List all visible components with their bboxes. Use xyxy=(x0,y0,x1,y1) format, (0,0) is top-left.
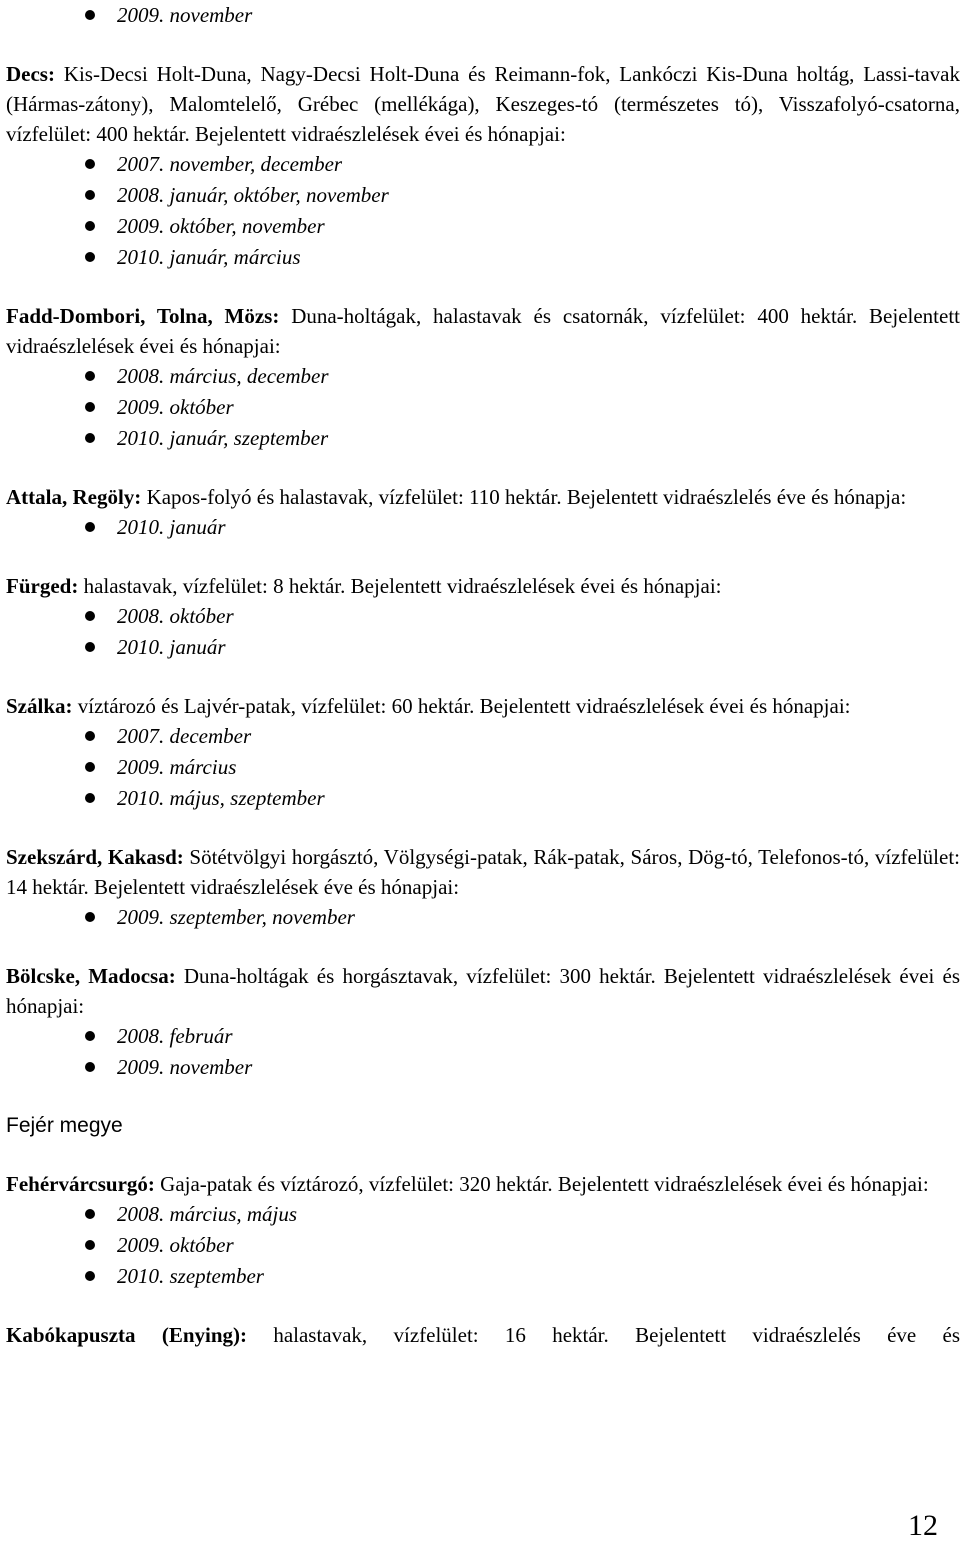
date-list xyxy=(6,149,960,273)
section-text: Kapos-folyó és halastavak, vízfelület: 110 hektár. Bejelentett vidraészlelés éve és hónapja: xyxy=(146,485,907,509)
top-date-list xyxy=(6,0,960,31)
date-item: 2009. október, november xyxy=(6,211,960,242)
date-item: 2009. október xyxy=(6,392,960,423)
section-attala xyxy=(6,482,960,543)
section-text: halastavak, vízfelület: 8 hektár. Bejelentett vidraészlelések évei és hónapjai: xyxy=(83,574,722,598)
date-list xyxy=(6,902,960,933)
date-item: 2008. március, december xyxy=(6,361,960,392)
page-number: 12 xyxy=(908,1509,938,1542)
document-page xyxy=(6,0,960,1350)
date-item: 2010. január, március xyxy=(6,242,960,273)
place-name: Szekszárd, Kakasd: xyxy=(6,845,184,869)
place-name: Fürged: xyxy=(6,574,79,598)
date-list xyxy=(6,1021,960,1083)
section-text: víztározó és Lajvér-patak, vízfelület: 60 hektár. Bejelentett vidraészlelések évei és hónapjai: xyxy=(77,694,851,718)
section-text: Duna-holtágak és horgásztavak, vízfelület: 300 hektár. Bejelentett vidraészlelések évei és hónapjai: xyxy=(6,964,960,1018)
date-item: 2010. január xyxy=(6,512,960,543)
place-name: Bölcske, Madocsa: xyxy=(6,964,176,988)
place-name: Kabókapuszta (Enying): xyxy=(6,1323,248,1347)
section-szekszard xyxy=(6,842,960,933)
section-szalka xyxy=(6,691,960,814)
section-text: Sötétvölgyi horgásztó, Völgységi-patak, Rák-patak, Sáros, Dög-tó, Telefonos-tó, vízfelület: 14 hektár. Bejelentett vidraészlelések éve és hónapjai: xyxy=(6,845,960,899)
county-heading: Fejér megye xyxy=(6,1114,123,1137)
place-name: Fehérvárcsurgó: xyxy=(6,1172,155,1196)
date-item: 2009. november xyxy=(6,0,960,31)
section-fadd-dombori xyxy=(6,301,960,454)
date-list xyxy=(6,361,960,454)
section-text: Gaja-patak és víztározó, vízfelület: 320 hektár. Bejelentett vidraészlelések évei és hónapjai: xyxy=(160,1172,929,1196)
section-text: Kis-Decsi Holt-Duna, Nagy-Decsi Holt-Duna és Reimann-fok, Lankóczi Kis-Duna holtág, Lassi-tavak (Hármas-zátony), Malomtelelő, Grébec (mellékága), Keszeges-tó (természetes tó), Visszafolyó-csatorna, vízfelület: 400 hektár. Bejelentett vidraészlelések évei és hónapjai: xyxy=(6,62,960,146)
date-item: 2007. december xyxy=(6,721,960,752)
place-name: Szálka: xyxy=(6,694,73,718)
section-kabokapuszta xyxy=(6,1320,960,1350)
place-name: Fadd-Dombori, Tolna, Mözs: xyxy=(6,304,280,328)
section-bolcske xyxy=(6,961,960,1083)
section-decs xyxy=(6,59,960,273)
place-name: Decs: xyxy=(6,62,55,86)
date-list xyxy=(6,1199,960,1292)
date-item: 2009. október xyxy=(6,1230,960,1261)
date-item: 2010. január, szeptember xyxy=(6,423,960,454)
date-item: 2009. március xyxy=(6,752,960,783)
date-item: 2009. szeptember, november xyxy=(6,902,960,933)
date-list xyxy=(6,512,960,543)
date-item: 2008. március, május xyxy=(6,1199,960,1230)
place-name: Attala, Regöly: xyxy=(6,485,142,509)
date-item: 2007. november, december xyxy=(6,149,960,180)
date-list xyxy=(6,721,960,814)
section-text: Duna-holtágak, halastavak és csatornák, vízfelület: 400 hektár. Bejelentett vidraészlelések évei és hónapjai: xyxy=(6,304,960,358)
section-furged xyxy=(6,571,960,663)
date-item: 2009. november xyxy=(6,1052,960,1083)
date-item: 2008. október xyxy=(6,601,960,632)
date-item: 2010. május, szeptember xyxy=(6,783,960,814)
date-list xyxy=(6,601,960,663)
date-item: 2010. szeptember xyxy=(6,1261,960,1292)
section-fehervarcsurgo xyxy=(6,1169,960,1292)
section-text: halastavak, vízfelület: 16 hektár. Bejelentett vidraészlelés éve és xyxy=(273,1323,960,1347)
date-item: 2008. február xyxy=(6,1021,960,1052)
date-item: 2010. január xyxy=(6,632,960,663)
date-item: 2008. január, október, november xyxy=(6,180,960,211)
